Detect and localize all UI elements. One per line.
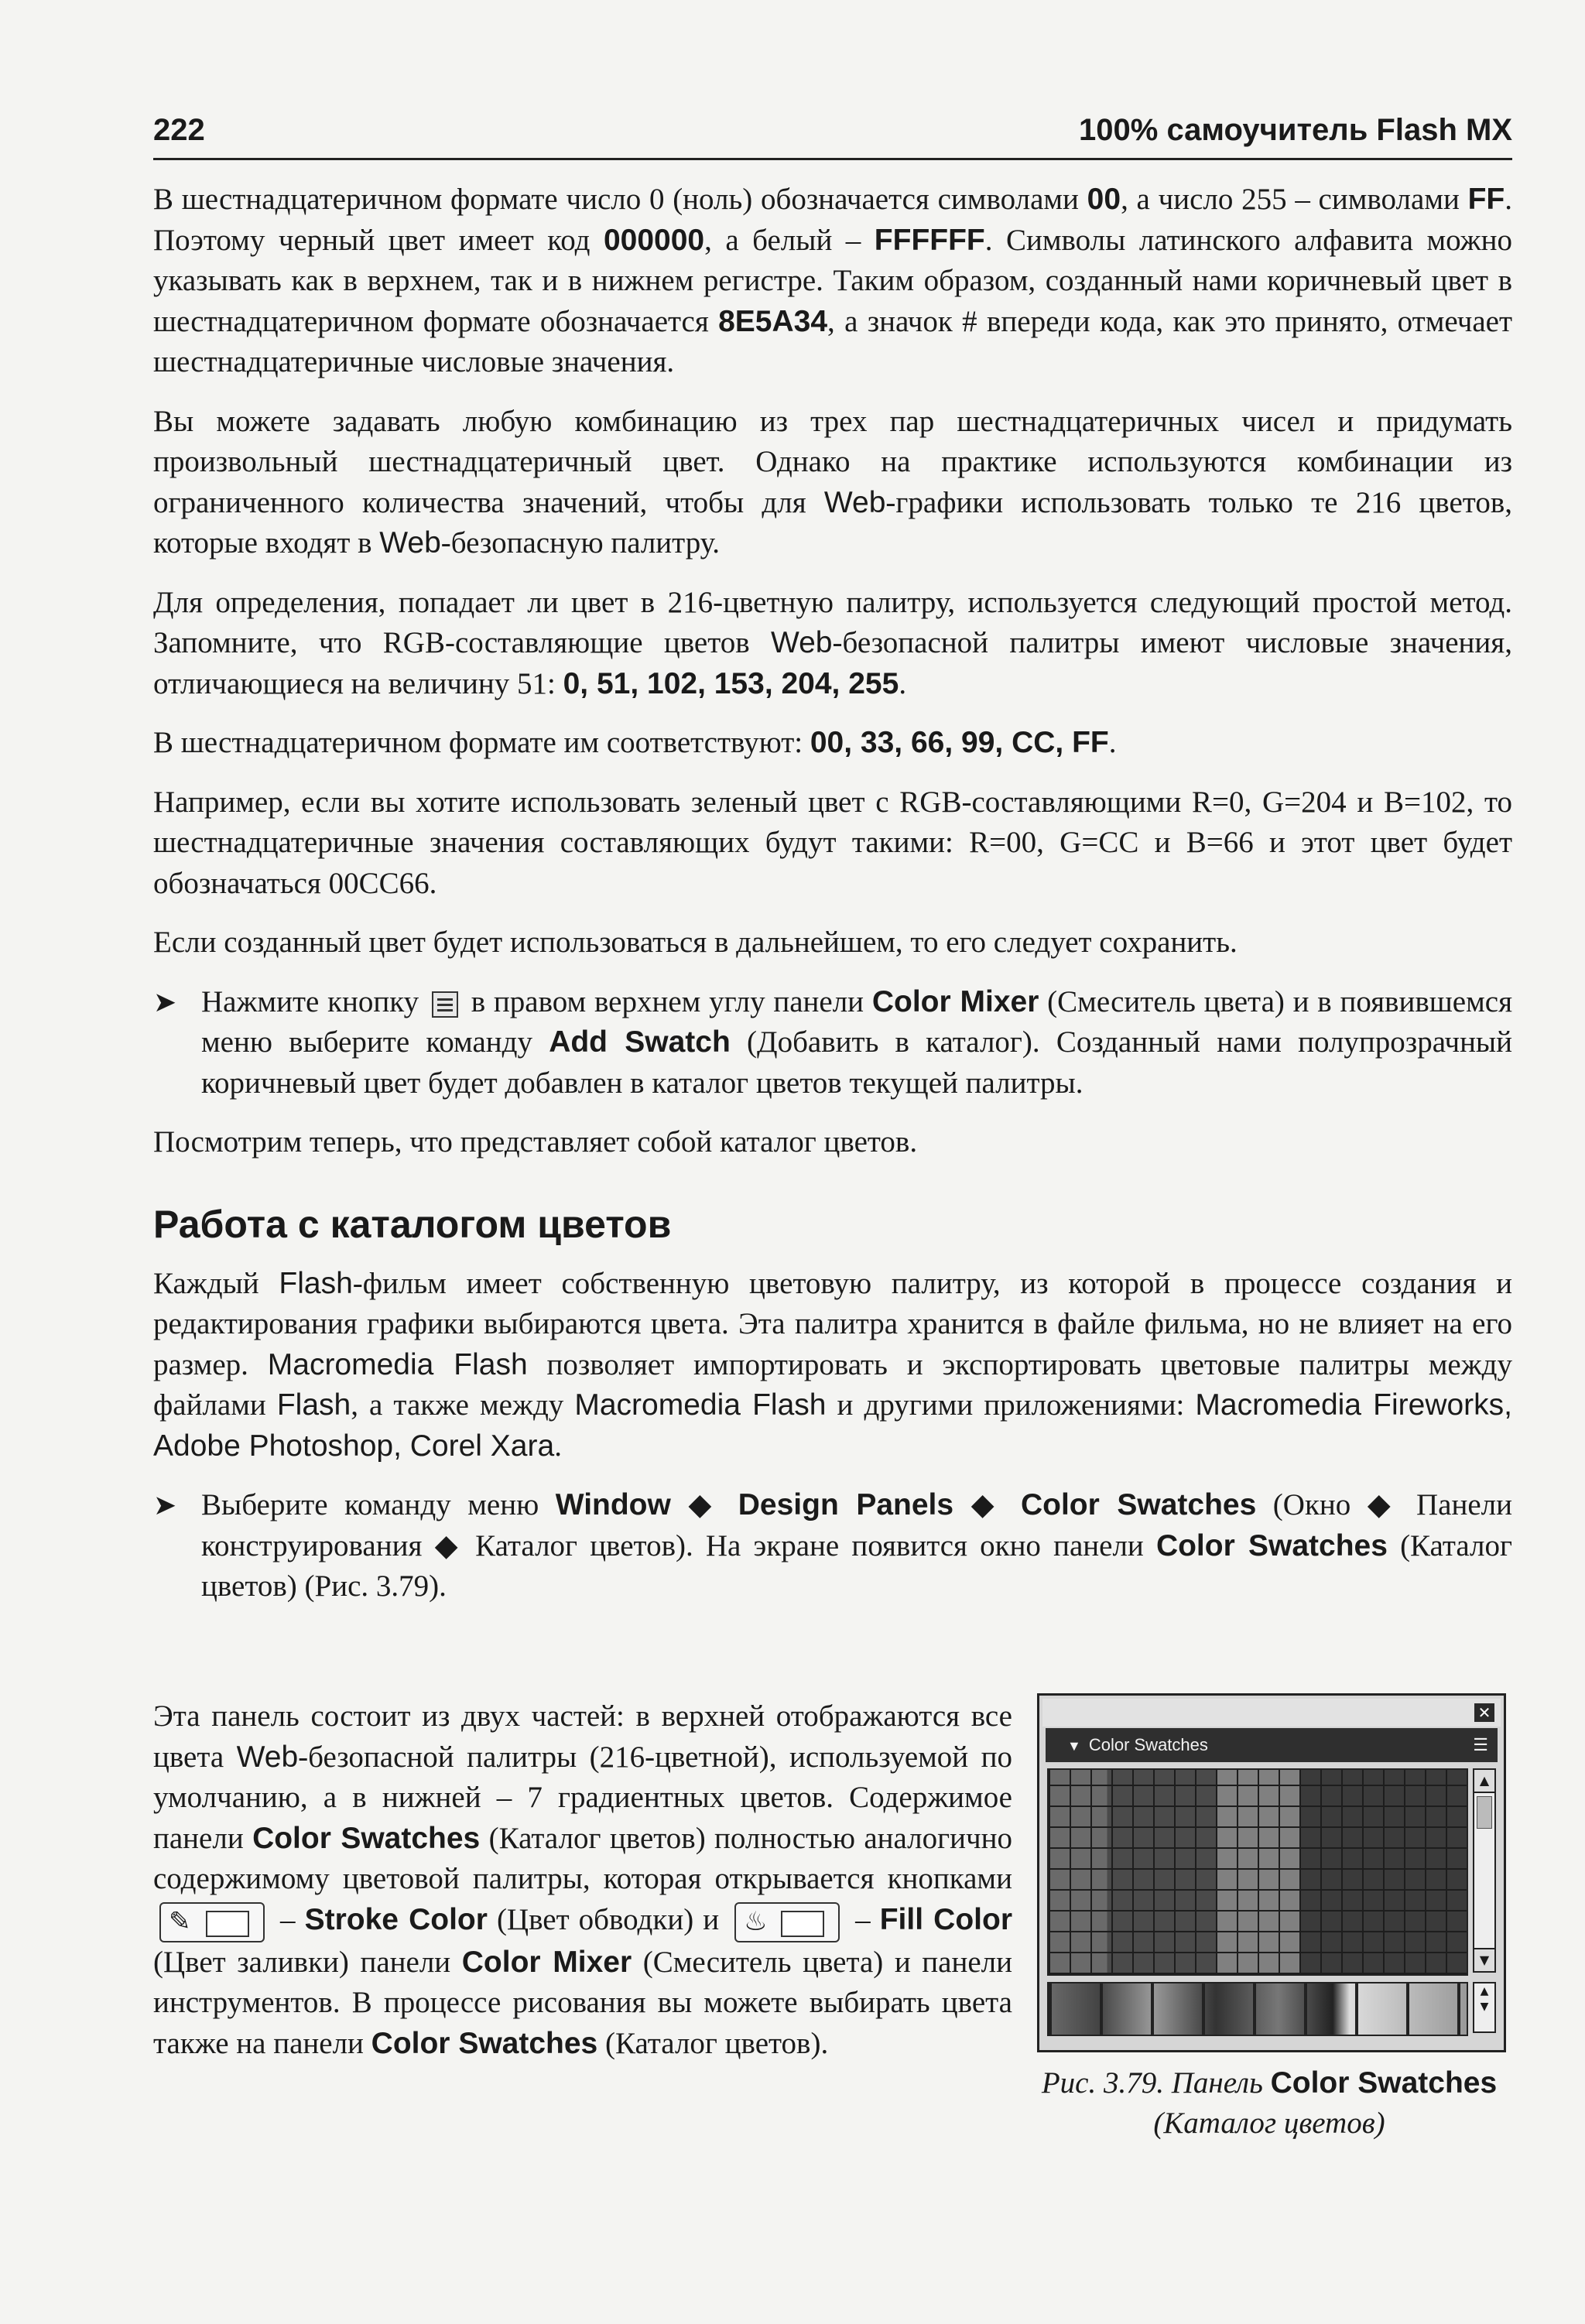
paragraph-7: Посмотрим теперь, что представляет собой каталог цветов. bbox=[153, 1125, 918, 1159]
stroke-color-button bbox=[159, 1902, 265, 1942]
swatch-scrollbar[interactable] bbox=[1473, 1768, 1496, 1973]
paragraph-9: Эта панель состоит из двух частей: в верхней отображаются все цвета Web-безопасной палитры (216-цветной), используемой по умолчанию, а в нижней – 7 градиентных цветов. Содержимое панели Color Swatches (Каталог цветов) полностью аналогично содержимому цветовой палитры, которая открывается кнопками ✎ – Stroke Color (Цвет обводки) и ♨ – Fill Color (Цвет заливки) панели Color Mixer (Смеситель цвета) и панели инструментов. В процессе рисования вы можете выбирать цвета также на панели Color Swatches (Каталог цветов). bbox=[153, 1699, 1013, 2060]
section-heading: Работа с каталогом цветов bbox=[153, 1202, 672, 1246]
panel-menu-icon bbox=[432, 991, 458, 1018]
gradient-scrollbar[interactable] bbox=[1473, 1982, 1496, 2033]
paint-bucket-icon: ♨ bbox=[744, 1907, 768, 1936]
paragraph-6: Если созданный цвет будет использоваться в дальнейшем, то его следует сохранить. bbox=[153, 926, 1238, 959]
gradient-scroll-up-icon[interactable]: ▲ bbox=[1480, 1985, 1489, 1997]
page-header bbox=[153, 113, 1512, 152]
scroll-down-icon[interactable]: ▼ bbox=[1474, 1948, 1494, 1971]
running-title: 100% самоучитель Flash MX bbox=[1079, 113, 1512, 147]
paragraph-1: В шестнадцатеричном формате число 0 (ноль) обозначается символами 00, а число 255 – символами FF. Поэтому черный цвет имеет код 000000, а белый – FFFFFF. Символы латинского алфавита можно указывать как в верхнем, так и в нижнем регистре. Таким образом, созданный нами коричневый цвет в шестнадцатеричном формате обозначается 8E5A34, а значок # впереди кода, как это принято, отмечает шестнадцатеричные числовые значения. bbox=[153, 183, 1513, 378]
paragraph-4: В шестнадцатеричном формате им соответствуют: 00, 33, 66, 99, CC, FF. bbox=[153, 726, 1117, 759]
bullet-mark: ➤ bbox=[153, 1490, 177, 1521]
paragraph-2: Вы можете задавать любую комбинацию из трех пар шестнадцатеричных чисел и придумать произвольный шестнадцатеричный цвет. Однако на практике используются комбинации из ограниченного количества значений, чтобы для Web-графики использовать только те 216 цветов, которые входят в Web-безопасную палитру. bbox=[153, 404, 1512, 560]
page-number: 222 bbox=[153, 113, 205, 147]
paragraph-8: Каждый Flash-фильм имеет собственную цветовую палитру, из которой в процессе создания и редактирования графики выбираются цвета. Эта палитра хранится в файле фильма, но не влияет на его размер. Macromedia Flash позволяет импортировать и экспортировать цветовые палитры между файлами Flash, а также между Macromedia Flash и другими приложениями: Macromedia Fireworks, Adobe Photoshop, Corel Xara. bbox=[153, 1266, 1513, 1463]
stroke-swatch bbox=[206, 1911, 249, 1937]
paragraph-5: Например, если вы хотите использовать зеленый цвет с RGB-составляющими R=0, G=204 и B=102, то шестнадцатеричные значения составляющих будут такими: R=00, G=CC и B=66 и этот цвет будет обозначаться 00CC66. bbox=[153, 785, 1512, 900]
close-icon[interactable]: ✕ bbox=[1474, 1703, 1494, 1722]
fill-swatch bbox=[781, 1911, 824, 1937]
figure-caption: Рис. 3.79. Панель Color Swatches (Каталог цветов) bbox=[1041, 2066, 1498, 2140]
color-swatches-panel bbox=[1037, 1693, 1506, 2052]
text-column bbox=[153, 180, 1512, 1626]
panel-topbar bbox=[1042, 1699, 1501, 1727]
bullet-add-swatch: ➤ Нажмите кнопку в правом верхнем углу панели Color Mixer (Смеситель цвета) и в появившемся меню выберите команду Add Swatch (Добавить в каталог). Созданный нами полупрозрачный коричневый цвет будет добавлен в каталог цветов текущей палитры. bbox=[153, 982, 1512, 1104]
bullet-mark: ➤ bbox=[153, 986, 177, 1018]
panel-title: Color Swatches bbox=[1088, 1735, 1208, 1754]
scroll-up-icon[interactable]: ▲ bbox=[1474, 1770, 1494, 1793]
fill-color-button bbox=[734, 1902, 840, 1942]
gradient-swatches[interactable] bbox=[1047, 1982, 1468, 2036]
pencil-icon: ✎ bbox=[169, 1907, 191, 1936]
header-rule bbox=[153, 158, 1512, 160]
web-safe-swatch-grid[interactable] bbox=[1047, 1768, 1468, 1976]
figure-side-text bbox=[153, 1696, 1012, 2064]
gradient-scroll-down-icon[interactable]: ▼ bbox=[1480, 2001, 1489, 2013]
scroll-thumb[interactable] bbox=[1477, 1796, 1492, 1829]
panel-options-menu-icon[interactable]: ☰ bbox=[1473, 1735, 1488, 1754]
collapse-arrow-icon[interactable]: ▼ bbox=[1067, 1738, 1081, 1754]
paragraph-3: Для определения, попадает ли цвет в 216-цветную палитру, используется следующий простой метод. Запомните, что RGB-составляющие цветов Web-безопасной палитры имеют числовые значения, отличающиеся на величину 51: 0, 51, 102, 153, 204, 255. bbox=[153, 585, 1512, 700]
panel-title-bar[interactable] bbox=[1046, 1728, 1498, 1762]
bullet-open-swatches: ➤ Выберите команду меню Window ◆ Design Panels ◆ Color Swatches (Окно ◆ Панели конструирования ◆ Каталог цветов). На экране появится окно панели Color Swatches (Каталог цветов) (Рис. 3.79). bbox=[153, 1485, 1512, 1607]
